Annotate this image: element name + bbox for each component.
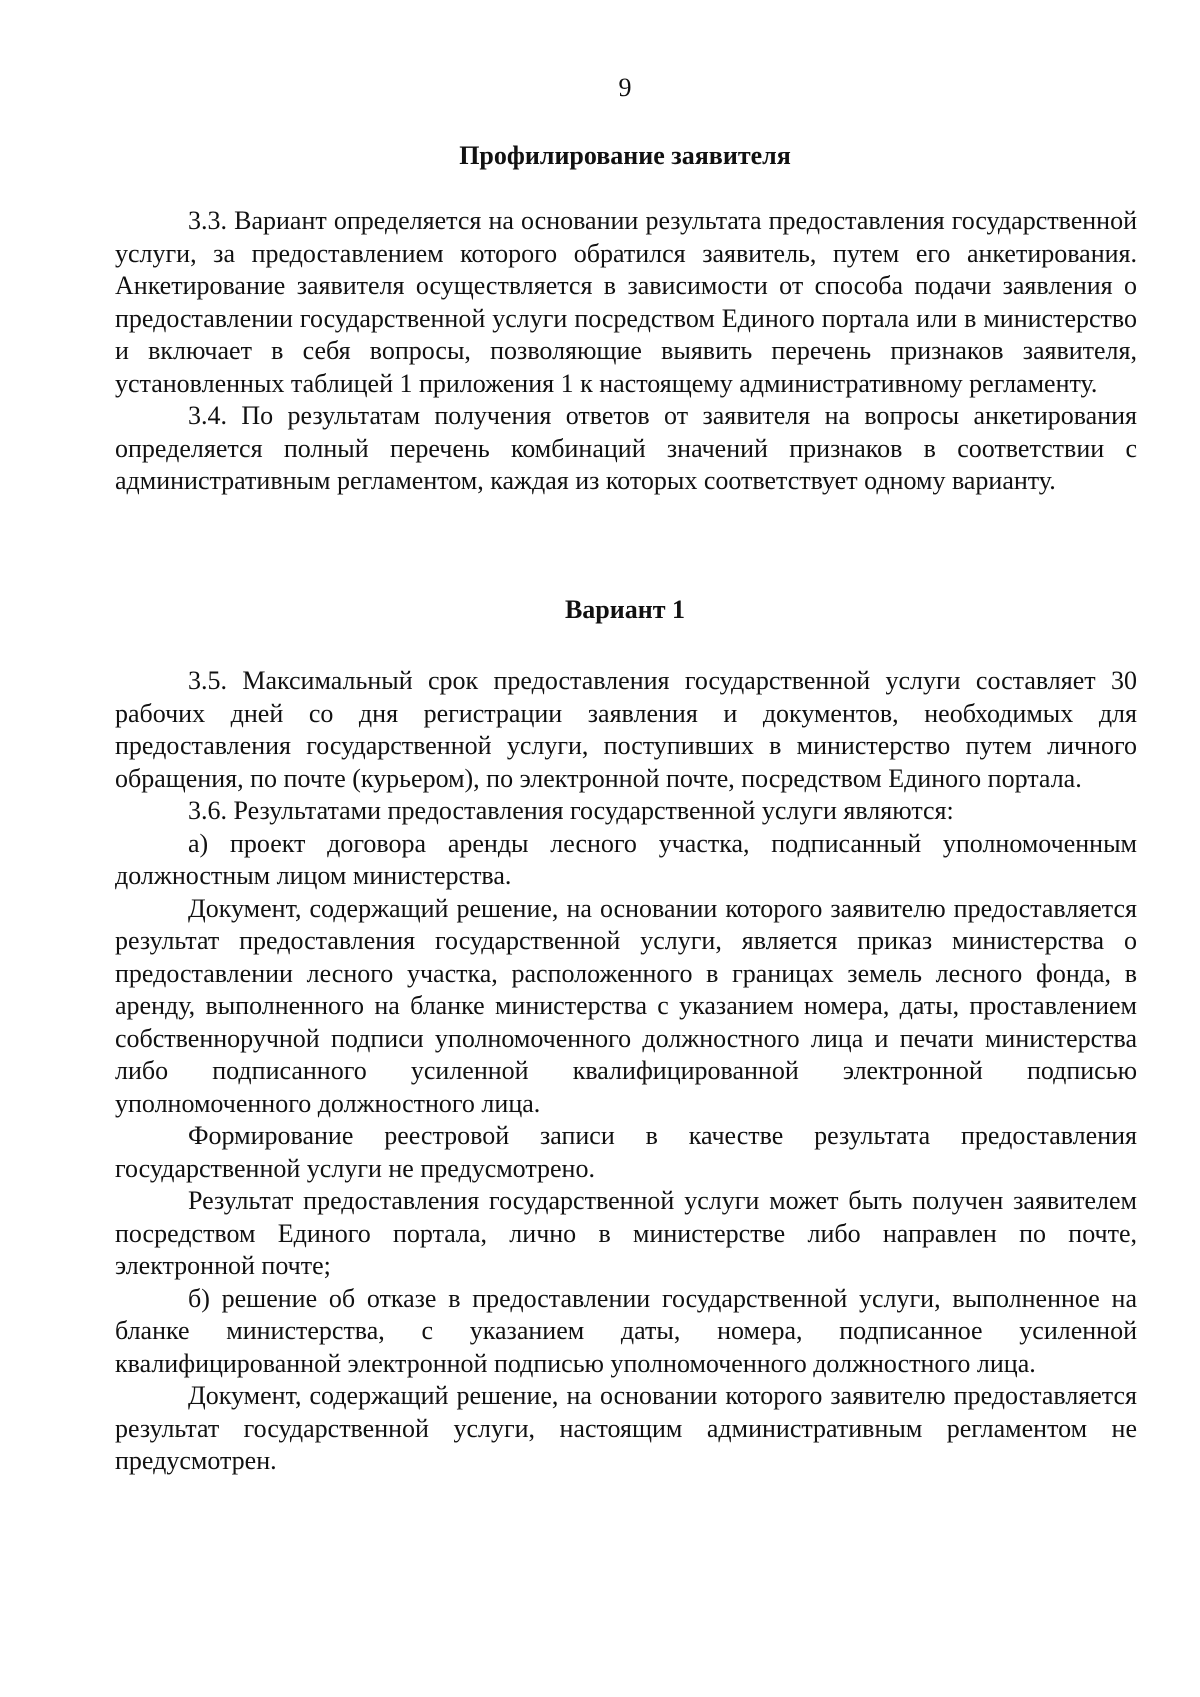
paragraph-result-delivery: Результат предоставления государственной услуги может быть получен заявителем посредством Единого портала, лично в министерстве либо направлен по почте, электронной почте; (115, 1186, 1137, 1280)
section-heading-profiling: Профилирование заявителя (459, 141, 791, 170)
section-body-profiling (115, 205, 1137, 498)
paragraph-3-6: 3.6. Результатами предоставления государственной услуги являются: (188, 796, 954, 825)
paragraph-decision-document: Документ, содержащий решение, на основании которого заявителю предоставляется результат предоставления государственной услуги, является приказ министерства о предоставлении лесного участка, расположенного в границах земель лесного фонда, в аренду, выполненного на бланке министерства с указанием номера, даты, проставлением собственноручной подписи уполномоченного должностного лица и печати министерства либо подписанного усиленной квалифицированной электронной подписью уполномоченного должностного лица. (115, 893, 1137, 1118)
page-number: 9 (618, 73, 632, 102)
paragraph-3-5: 3.5. Максимальный срок предоставления государственной услуги составляет 30 рабочих дней со дня регистрации заявления и документов, необходимых для предоставления государственной услуги, поступивших в министерство путем личного обращения, по почте (курьером), по электронной почте, посредством Единого портала. (115, 666, 1137, 793)
section-heading-variant-1: Вариант 1 (564, 595, 686, 624)
section-body-variant-1 (115, 665, 1137, 1478)
paragraph-item-b: б) решение об отказе в предоставлении государственной услуги, выполненное на бланке министерства, с указанием даты, номера, подписанное усиленной квалифицированной электронной подписью уполномоченного должностного лица. (115, 1283, 1137, 1378)
paragraph-3-3: 3.3. Вариант определяется на основании результата предоставления государственной услуги, за предоставлением которого обратился заявитель, путем его анкетирования. Анкетирование заявителя осуществляется в зависимости от способа подачи заявления о предоставлении государственной услуги посредством Единого портала или в министерство и включает в себя вопросы, позволяющие выявить перечень признаков заявителя, установленных таблицей 1 приложения 1 к настоящему административному регламенту. (115, 206, 1137, 398)
paragraph-refusal-document: Документ, содержащий решение, на основании которого заявителю предоставляется результат государственной услуги, настоящим административным регламентом не предусмотрен. (115, 1381, 1137, 1475)
paragraph-registry-record: Формирование реестровой записи в качестве результата предоставления государственной услуги не предусмотрено. (115, 1121, 1137, 1183)
paragraph-3-4: 3.4. По результатам получения ответов от заявителя на вопросы анкетирования определяется полный перечень комбинаций значений признаков в соответствии с административным регламентом, каждая из которых соответствует одному варианту. (115, 401, 1137, 495)
paragraph-item-a: а) проект договора аренды лесного участка, подписанный уполномоченным должностным лицом министерства. (115, 828, 1137, 890)
